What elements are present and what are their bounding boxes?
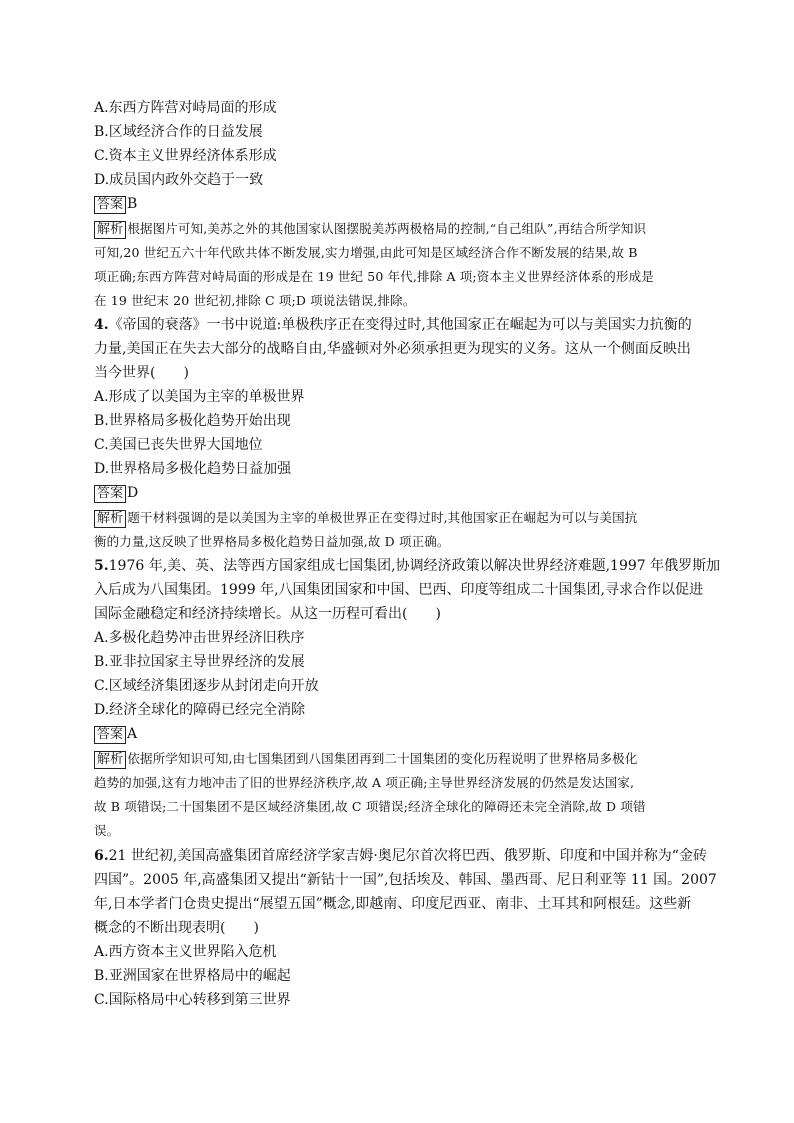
q3-answer-value: B [127,196,138,212]
q3-answer [94,194,137,214]
answer-tag: 答案 [94,726,126,744]
q5-stem-line-3: 国际金融稳定和经济持续增长。从这一历程可看出( ) [94,606,441,622]
q4-answer [94,483,138,503]
q5-explanation-line-2: 趋势的加强,这有力地冲击了旧的世界经济秩序,故 A 项正确;主导世界经济发展的仍然是发达国家, [94,775,635,790]
q5-explanation-line-4: 误。 [94,823,120,838]
q4-stem-line-3: 当今世界( ) [94,365,189,381]
q3-explanation-line-1 [94,219,646,239]
q3-explanation-text-1: 根据图片可知,美苏之外的其他国家认图摆脱美苏两极格局的控制,“自己组队”,再结合所学知识 [127,221,647,236]
q5-explanation-line-3: 故 B 项错误;二十国集团不是区域经济集团,故 C 项错误;经济全球化的障碍还未完全消除,故 D 项错 [94,799,646,814]
q5-option-a: A.多极化趋势冲击世界经济旧秩序 [94,630,305,646]
q4-stem-line-1 [94,315,692,335]
q4-answer-value: D [127,485,139,501]
q4-number: 4. [94,317,109,333]
explanation-tag: 解析 [94,751,126,769]
q6-number: 6. [94,848,109,864]
q5-stem-line-2: 入后成为八国集团。1999 年,八国集团国家和中国、巴西、印度等组成二十国集团,寻求合作以促进 [94,582,703,598]
q4-option-c: C.美国已丧失世界大国地位 [94,437,263,453]
q3-explanation-line-2: 可知,20 世纪五六十年代欧共体不断发展,实力增强,由此可知是区域经济合作不断发展的结果,故 B [94,245,638,260]
q6-stem-line-1 [94,846,707,866]
q3-option-c: C.资本主义世界经济体系形成 [94,148,277,164]
answer-tag: 答案 [94,196,126,214]
q5-answer-value: A [127,726,138,742]
q3-option-b: B.区域经济合作的日益发展 [94,124,263,140]
q5-stem-line-1 [94,556,720,576]
q5-option-c: C.区域经济集团逐步从封闭走向开放 [94,678,319,694]
q6-option-c: C.国际格局中心转移到第三世界 [94,992,291,1008]
q3-option-a: A.东西方阵营对峙局面的形成 [94,100,277,116]
q4-stem-text-1: 《帝国的衰落》一书中说道:单极秩序正在变得过时,其他国家正在崛起为可以与美国实力抗衡的 [108,317,692,333]
q6-stem-line-3: 年,日本学者门仓贵史提出“展望五国”概念,即越南、印度尼西亚、南非、土耳其和阿根廷。这些新 [94,896,692,912]
q6-stem-line-2: 四国”。2005 年,高盛集团又提出“新钻十一国”,包括埃及、韩国、墨西哥、尼日利亚等 11 国。2007 [94,872,717,888]
answer-tag: 答案 [94,485,126,503]
q5-option-b: B.亚非拉国家主导世界经济的发展 [94,654,305,670]
q6-option-a: A.西方资本主义世界陷入危机 [94,944,277,960]
q5-stem-text-1: 1976 年,美、英、法等西方国家组成七国集团,协调经济政策以解决世界经济难题,1997 年俄罗斯加 [108,558,721,574]
q6-option-b: B.亚洲国家在世界格局中的崛起 [94,968,291,984]
q5-number: 5. [94,558,109,574]
q6-stem-text-1: 21 世纪初,美国高盛集团首席经济学家吉姆·奥尼尔首次将巴西、俄罗斯、印度和中国并称为“金砖 [108,848,707,864]
q4-explanation-line-1 [94,508,637,528]
q5-option-d: D.经济全球化的障碍已经完全消除 [94,702,306,718]
q3-explanation-line-3: 项正确;东西方阵营对峙局面的形成是在 19 世纪 50 年代,排除 A 项;资本主义世界经济体系的形成是 [94,269,654,284]
q5-explanation-text-1: 依据所学知识可知,由七国集团到八国集团再到二十国集团的变化历程说明了世界格局多极化 [127,751,638,766]
q3-explanation-line-4: 在 19 世纪末 20 世纪初,排除 C 项;D 项说法错误,排除。 [94,293,416,308]
q4-explanation-line-2: 衡的力量,这反映了世界格局多极化趋势日益加强,故 D 项正确。 [94,534,450,549]
q6-stem-line-4: 概念的不断出现表明( ) [94,920,259,936]
q4-explanation-text-1: 题干材料强调的是以美国为主宰的单极世界正在变得过时,其他国家正在崛起为可以与美国抗 [127,510,638,525]
q5-explanation-line-1 [94,749,637,769]
q4-option-a: A.形成了以美国为主宰的单极世界 [94,389,305,405]
q4-option-b: B.世界格局多极化趋势开始出现 [94,413,291,429]
q3-option-d: D.成员国内政外交趋于一致 [94,172,264,188]
explanation-tag: 解析 [94,221,126,239]
q5-answer [94,724,137,744]
q4-option-d: D.世界格局多极化趋势日益加强 [94,461,292,477]
explanation-tag: 解析 [94,510,126,528]
q4-stem-line-2: 力量,美国正在失去大部分的战略自由,华盛顿对外必须承担更为现实的义务。这从一个侧面反映出 [94,341,691,357]
